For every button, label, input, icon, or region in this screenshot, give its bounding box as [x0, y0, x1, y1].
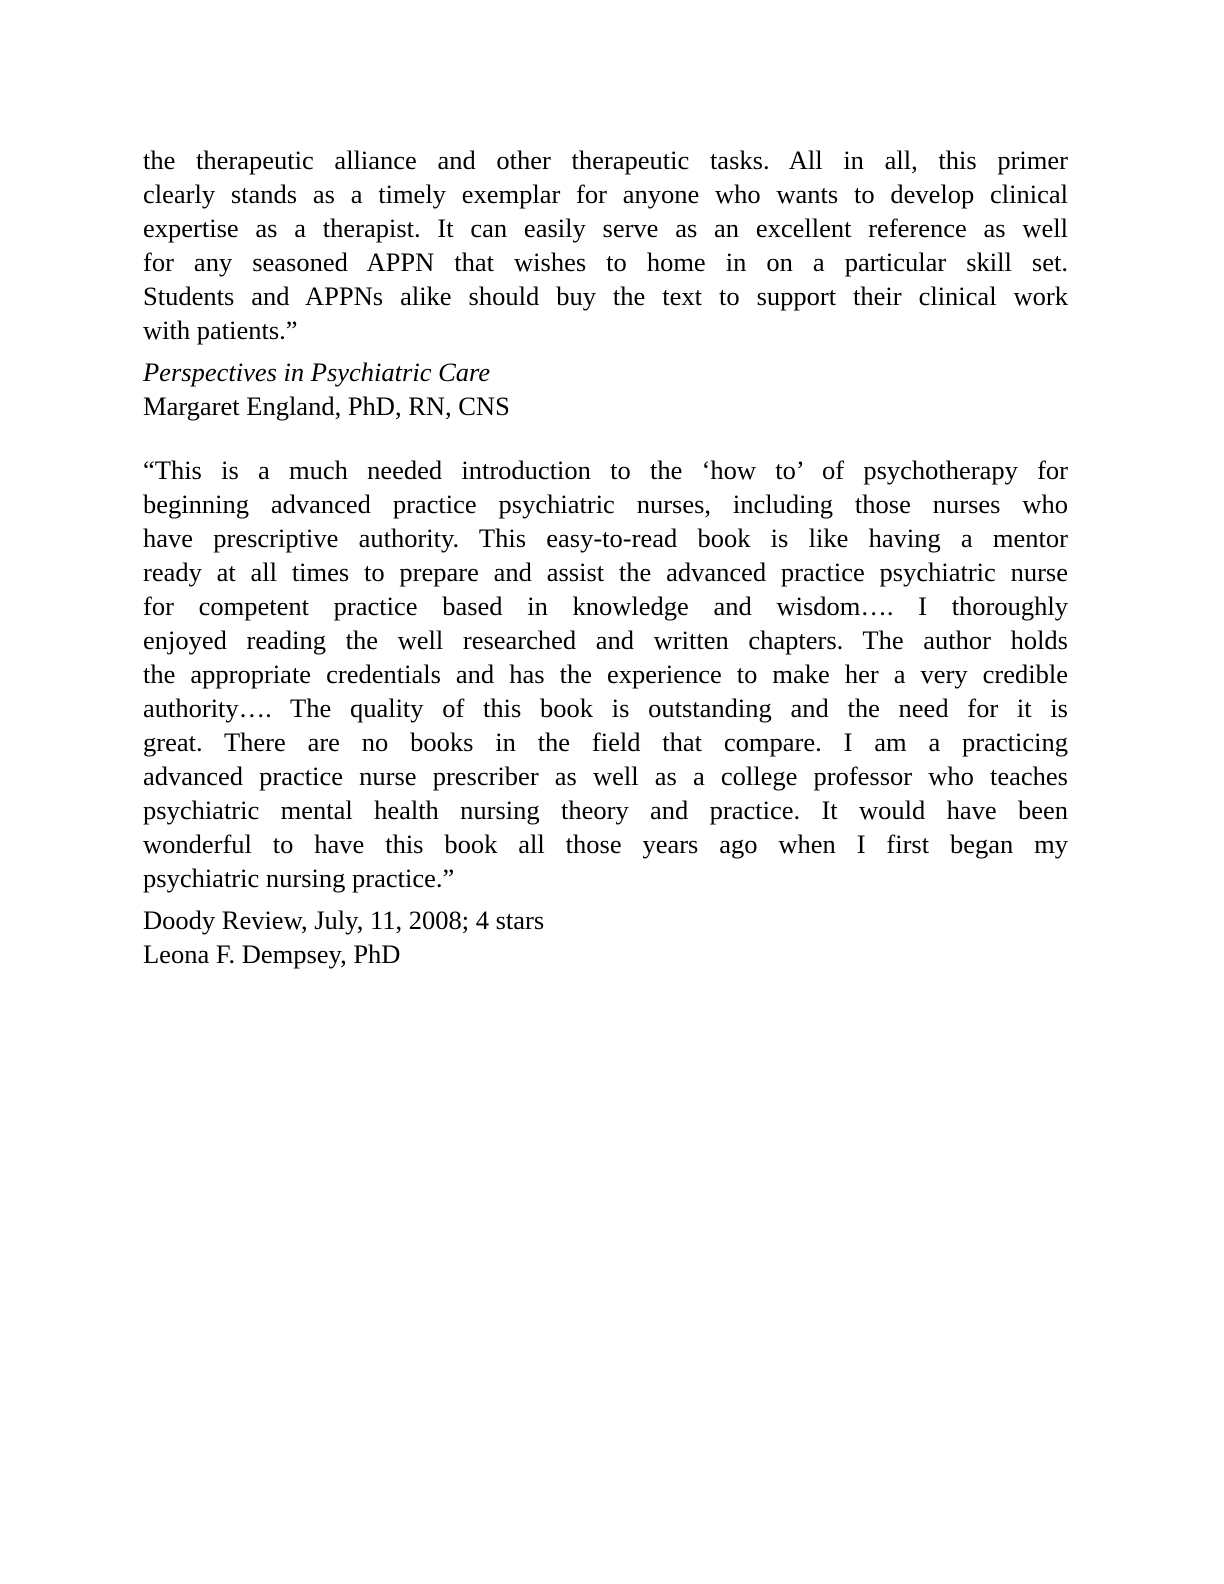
review-author: Margaret England, PhD, RN, CNS [143, 391, 510, 421]
attribution-2 [143, 903, 1068, 971]
text-line: great. There are no books in the field that compare. I am a practicing [143, 727, 1068, 757]
attribution-1 [143, 355, 1068, 423]
review-paragraph-1 [143, 143, 1068, 347]
text-line: authority…. The quality of this book is outstanding and the need for it is [143, 693, 1068, 723]
review-author: Leona F. Dempsey, PhD [143, 939, 401, 969]
review-source: Doody Review, July, 11, 2008; 4 stars [143, 905, 545, 935]
text-line: have prescriptive authority. This easy-to-read book is like having a mentor [143, 523, 1068, 553]
text-line: “This is a much needed introduction to the ‘how to’ of psychotherapy for [143, 455, 1068, 485]
review-paragraph-2 [143, 453, 1068, 895]
text-line: clearly stands as a timely exemplar for anyone who wants to develop clinical [143, 179, 1068, 209]
text-line: ready at all times to prepare and assist the advanced practice psychiatric nurse [143, 557, 1068, 587]
text-line: wonderful to have this book all those years ago when I first began my [143, 829, 1068, 859]
text-line: with patients.” [143, 315, 298, 345]
review-source: Perspectives in Psychiatric Care [143, 357, 491, 387]
text-line: beginning advanced practice psychiatric nurses, including those nurses who [143, 489, 1068, 519]
text-line: for any seasoned APPN that wishes to home in on a particular skill set. [143, 247, 1068, 277]
text-line: the appropriate credentials and has the experience to make her a very credible [143, 659, 1068, 689]
text-line: advanced practice nurse prescriber as well as a college professor who teaches [143, 761, 1068, 791]
text-line: enjoyed reading the well researched and written chapters. The author holds [143, 625, 1068, 655]
text-line: psychiatric mental health nursing theory and practice. It would have been [143, 795, 1068, 825]
text-line: Students and APPNs alike should buy the text to support their clinical work [143, 281, 1068, 311]
text-line: for competent practice based in knowledge and wisdom…. I thoroughly [143, 591, 1068, 621]
text-line: psychiatric nursing practice.” [143, 863, 455, 893]
text-line: the therapeutic alliance and other therapeutic tasks. All in all, this primer [143, 145, 1068, 175]
text-line: expertise as a therapist. It can easily serve as an excellent reference as well [143, 213, 1068, 243]
